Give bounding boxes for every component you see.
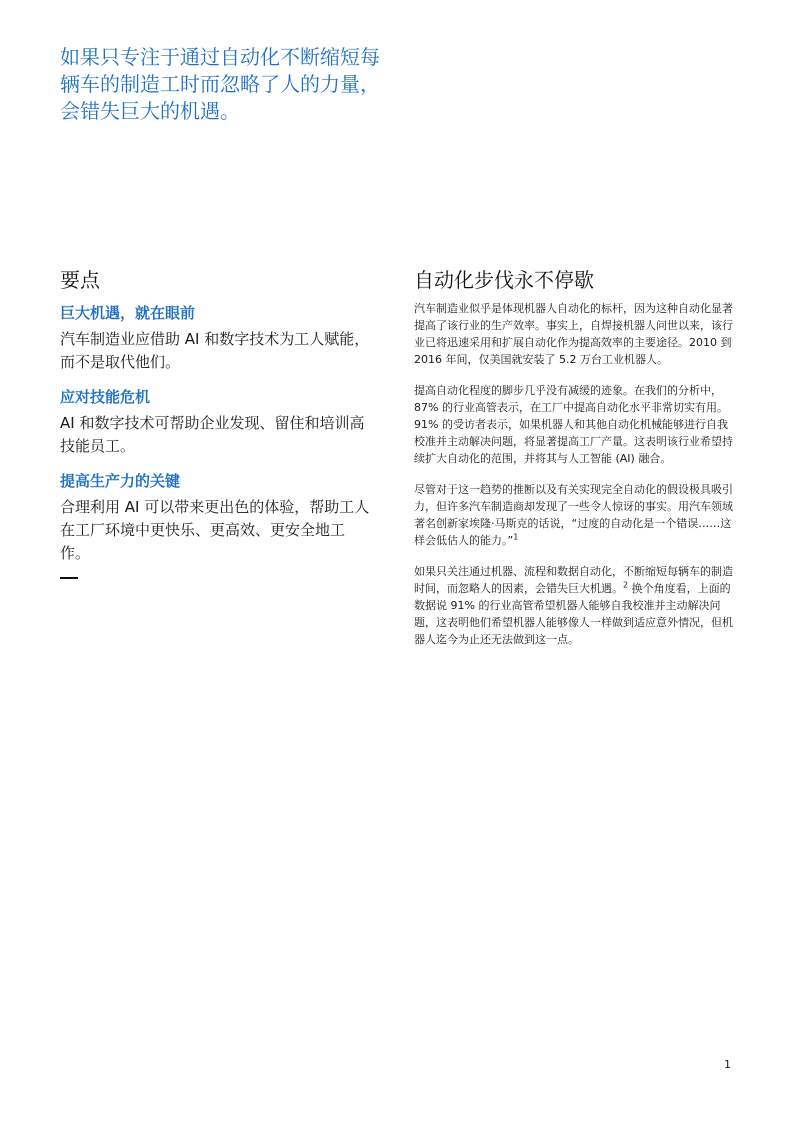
- article-paragraph: [414, 481, 738, 549]
- key-point-text: 合理利用 AI 可以带来更出色的体验，帮助工人在工厂环境中更快乐、更高效、更安全地工作。: [60, 498, 370, 562]
- article-section: [414, 266, 738, 662]
- key-point-title: 应对技能危机: [60, 388, 151, 406]
- article-paragraph: 汽车制造业似乎是体现机器人自动化的标杆，因为这种自动化显著提高了该行业的生产效率。事实上，自焊接机器人问世以来，该行业已将迅速采用和扩展自动化作为提高效率的主要途径。2010 到 2016 年间，仅美国就安装了 5.2 万台工业机器人。: [414, 302, 733, 366]
- article-heading: 自动化步伐永不停歇: [414, 268, 594, 292]
- key-points-section: [60, 266, 372, 579]
- article-paragraph: 提高自动化程度的脚步几乎没有减缓的迹象。在我们的分析中，87% 的行业高管表示，在工厂中提高自动化水平非常切实有用。91% 的受访者表示，如果机器人和其他自动化机械能够进行自我校准并主动解决问题，将显著提高工厂产量。这表明该行业希望持续扩大自动化的范围，并将其与人工智能 (AI) 融合。: [414, 384, 733, 465]
- key-point-text: 汽车制造业应借助 AI 和数字技术为工人赋能，而不是取代他们。: [60, 330, 370, 371]
- footnote-marker: 1: [513, 532, 519, 542]
- key-point-item: [60, 302, 372, 374]
- key-point-title: 提高生产力的关键: [60, 472, 181, 490]
- article-paragraph-text: 如果只关注通过机器、流程和数据自动化，不断缩短每辆车的制造时间，而忽略人的因素，会错失巨大机遇。: [414, 565, 733, 595]
- article-paragraph-text: 尽管对于这一趋势的推断以及有关实现完全自动化的假设极具吸引力，但许多汽车制造商却发现了一些令人惊讶的事实。用汽车领域著名创新家埃隆·马斯克的话说，“过度的自动化是一个错误……这样会低估人的能力。”: [414, 483, 733, 547]
- page-number: 1: [724, 1058, 731, 1071]
- section-end-dash: [60, 577, 78, 579]
- key-points-heading: 要点: [60, 268, 100, 292]
- key-point-text: AI 和数字技术可帮助企业发现、留住和培训高技能员工。: [60, 414, 365, 455]
- pull-quote: 如果只专注于通过自动化不断缩短每辆车的制造工时而忽略了人的力量，会错失巨大的机遇。: [60, 45, 380, 123]
- article-paragraph: [414, 563, 738, 648]
- article-paragraph-text: 换个角度看，上面的数据说 91% 的行业高管希望机器人能够自我校准并主动解决问题，这表明他们希望机器人能够像人一样做到适应意外情况，但机器人迄今为止还无法做到这一点。: [414, 582, 733, 646]
- footnote-marker: 2: [623, 580, 629, 590]
- key-point-item: [60, 386, 372, 458]
- key-point-item: [60, 470, 372, 565]
- key-point-title: 巨大机遇，就在眼前: [60, 304, 196, 322]
